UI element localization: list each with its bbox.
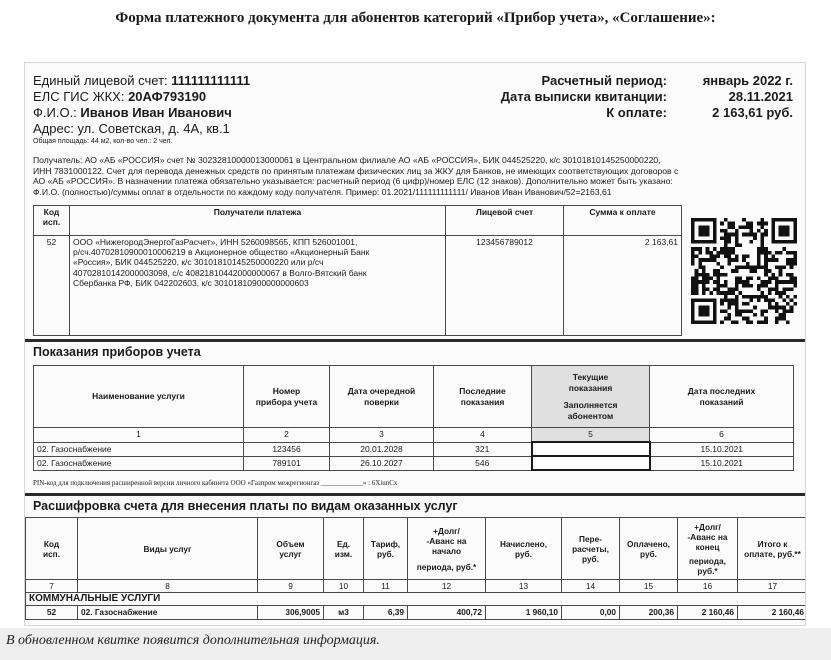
meter-last-reading: 321 <box>434 442 532 456</box>
col-num: 13 <box>486 580 562 593</box>
table-row <box>34 456 794 470</box>
section-divider <box>25 493 806 496</box>
payee-sum: 2 163,61 <box>564 236 682 336</box>
payee-line: Получатель: АО «АБ «РОССИЯ» счет № 30232810000013000061 в Центральном филиале АО «АБ «РОССИЯ», БИК 044525220, к/с 30101810145250000220, <box>33 155 661 165</box>
service-code: 52 <box>26 606 78 620</box>
column-numbers <box>34 428 794 443</box>
meter-last-reading: 546 <box>434 456 532 470</box>
col-volume: Объем услуг <box>258 518 324 580</box>
pay-value: 2 163,61 руб. <box>712 105 793 120</box>
col-last-reading: Последние показания <box>434 366 532 428</box>
col-service-name: Наименование услуги <box>34 366 244 428</box>
col-num: 15 <box>620 580 678 593</box>
payee-info <box>33 155 803 197</box>
col-payees: Получатели платежа <box>70 206 446 236</box>
fio-value: Иванов Иван Иванович <box>80 105 232 120</box>
els-value: 111111111111 <box>171 73 251 88</box>
meter-last-date: 15.10.2021 <box>650 456 794 470</box>
meter-last-date: 15.10.2021 <box>650 442 794 456</box>
payee-line: АО «АБ «РОССИЯ». В назначении платежа обязательно указывается: расчетный период (6 цифр)/номер ЕЛС (12 знаков). Дополнительно может быть указано: <box>33 176 673 187</box>
col-num: 16 <box>678 580 738 593</box>
pin-code-text: PIN-код для подключения расширенной версии личного кабинета ООО «Газпром межрегионгаз ____________» : 6XiunCx <box>33 479 398 487</box>
col-num: 7 <box>26 580 78 593</box>
col-num: 17 <box>738 580 807 593</box>
period-value: январь 2022 г. <box>702 73 793 88</box>
col-last-date: Дата последних показаний <box>650 366 794 428</box>
payee-detail-line: 40702810142000003098, с/с 40821810442000000067 в Волго-Вятский банк <box>73 267 367 278</box>
service-unit: м3 <box>324 606 364 620</box>
payment-document <box>24 62 806 626</box>
payee-detail-line: р/сч.40702810900010006219 в Акционерное общество «Акционерный Банк <box>73 247 370 258</box>
address: Адрес: ул. Советская, д. 4А, кв.1 <box>33 121 230 136</box>
payee-code: 52 <box>34 236 70 336</box>
col-num: 2 <box>244 428 330 443</box>
section-divider <box>25 339 806 342</box>
meter-number: 789101 <box>244 456 330 470</box>
payee-details <box>70 236 446 336</box>
els-line <box>33 73 250 89</box>
col-sum: Сумма к оплате <box>564 206 682 236</box>
col-tariff: Тариф, руб. <box>364 518 408 580</box>
col-num: 6 <box>650 428 794 443</box>
payee-line: ИНН 7831000122. Счет для перевода денежных средств по принятым платежам физических лиц за ЖКУ для Банков, не имеющих соответствующих договоров с <box>33 165 679 176</box>
payee-detail-line: ООО «НижегородЭнергоГазРасчет», ИНН 5260098565, КПП 526001001, <box>73 237 358 247</box>
service-accrued: 1 960,10 <box>486 606 562 620</box>
period-label: Расчетный период: <box>541 73 667 88</box>
table-row <box>34 442 794 456</box>
col-recalc: Пере- расчеты, руб. <box>562 518 620 580</box>
col-accrued: Начислено, руб. <box>486 518 562 580</box>
group-title: КОММУНАЛЬНЫЕ УСЛУГИ <box>26 593 807 606</box>
column-numbers <box>26 580 807 593</box>
date-label: Дата выписки квитанции: <box>500 89 667 104</box>
meter-service: 02. Газоснабжение <box>34 442 244 456</box>
form-heading: Форма платежного документа для абонентов категорий «Прибор учета», «Соглашение»: <box>115 10 716 26</box>
col-num: 9 <box>258 580 324 593</box>
col-meter-number: Номер прибора учета <box>244 366 330 428</box>
fio-label: Ф.И.О.: <box>33 105 77 120</box>
table-row <box>26 606 807 620</box>
payees-table <box>33 205 682 336</box>
gis-label: ЕЛС ГИС ЖКХ: <box>33 89 125 104</box>
col-debt-end: +Долг/ -Аванс на конец периода, руб.* <box>678 518 738 580</box>
col-paid: Оплачено, руб. <box>620 518 678 580</box>
payee-detail-line: «Россия», БИК 044525220, к/с 30101810145250000220 или р/сч <box>73 257 324 268</box>
els-label: Единый лицевой счет: <box>33 73 168 88</box>
pay-label: К оплате: <box>606 105 667 120</box>
payee-detail-line: Сбербанка РФ, БИК 042202603, к/с 30101810900000000603 <box>73 277 309 288</box>
col-num: 4 <box>434 428 532 443</box>
image-caption: В обновленном квитке появится дополнительная информация. <box>0 628 831 660</box>
service-total: 2 160,46 <box>738 606 807 620</box>
group-row <box>26 593 807 606</box>
col-debt-start: +Долг/ -Аванс на начало периода, руб.* <box>408 518 486 580</box>
service-volume: 306,9005 <box>258 606 324 620</box>
fio-line <box>33 105 232 121</box>
col-total: Итого к оплате, руб.** <box>738 518 807 580</box>
col-unit: Ед. изм. <box>324 518 364 580</box>
meter-check-date: 20.01.2028 <box>330 442 434 456</box>
service-recalc: 0,00 <box>562 606 620 620</box>
col-check-date: Дата очередной поверки <box>330 366 434 428</box>
service-debt-start: 400,72 <box>408 606 486 620</box>
service-tariff: 6,39 <box>364 606 408 620</box>
col-num: 14 <box>562 580 620 593</box>
service-debt-end: 2 160,46 <box>678 606 738 620</box>
col-current-reading: Текущие показания Заполняется абонентом <box>532 366 650 428</box>
meter-number: 123456 <box>244 442 330 456</box>
col-num: 3 <box>330 428 434 443</box>
breakdown-table <box>25 517 806 620</box>
payee-line: Ф.И.О. (полностью)/суммы оплат в отдельности по каждому коду получателя. Пример: 01.2021/111111111111/ Иванов Иван Иванович/52=2163,61 <box>33 186 612 197</box>
col-num: 12 <box>408 580 486 593</box>
meters-table <box>33 365 794 471</box>
gis-value: 20АФ793190 <box>128 89 207 104</box>
col-num: 5 <box>532 428 650 443</box>
service-name: 02. Газоснабжение <box>78 606 258 620</box>
col-services: Виды услуг <box>78 518 258 580</box>
area-info: Общая площадь: 44 м2, кол-во чел.: 2 чел. <box>33 138 173 145</box>
gis-line <box>33 89 206 105</box>
meter-service: 02. Газоснабжение <box>34 456 244 470</box>
meters-title: Показания приборов учета <box>33 345 201 359</box>
col-num: 1 <box>34 428 244 443</box>
current-reading-input[interactable] <box>532 442 650 456</box>
col-code: Код исп. <box>26 518 78 580</box>
qr-code-icon <box>691 209 797 333</box>
meter-check-date: 26.10.2027 <box>330 456 434 470</box>
col-num: 8 <box>78 580 258 593</box>
col-code: Код исп. <box>34 206 70 236</box>
table-row <box>34 236 682 336</box>
payee-account: 123456789012 <box>446 236 564 336</box>
service-paid: 200,36 <box>620 606 678 620</box>
breakdown-title: Расшифровка счета для внесения платы по видам оказанных услуг <box>33 499 458 513</box>
col-num: 10 <box>324 580 364 593</box>
current-reading-input[interactable] <box>532 456 650 470</box>
col-num: 11 <box>364 580 408 593</box>
date-value: 28.11.2021 <box>728 89 793 104</box>
col-account: Лицевой счет <box>446 206 564 236</box>
